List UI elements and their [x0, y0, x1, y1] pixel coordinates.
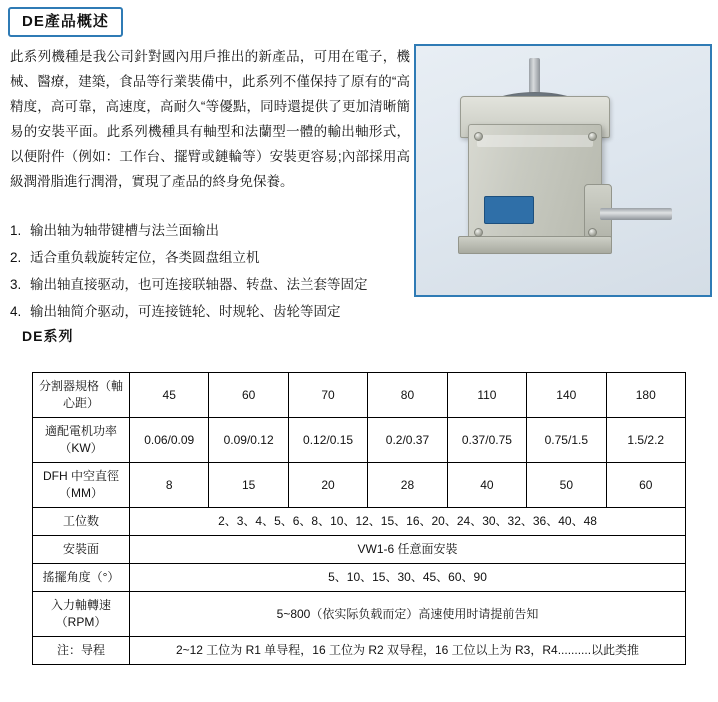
row-header: 分割器規格（軸心距）	[33, 373, 130, 418]
table-cell: 80	[368, 373, 447, 418]
row-header: 注：导程	[33, 637, 130, 665]
table-cell: 20	[288, 463, 367, 508]
list-item-number: 4.	[10, 304, 22, 319]
list-item-label: 输出轴直接驱动，也可连接联轴器、转盘、法兰套等固定	[30, 277, 368, 292]
row-header: 工位数	[33, 508, 130, 536]
list-item-label: 输出轴为轴带键槽与法兰面输出	[30, 223, 219, 238]
product-photo-illustration	[416, 46, 710, 295]
table-row	[33, 637, 686, 665]
row-header: 適配電机功率（KW）	[33, 418, 130, 463]
table-cell: 0.12/0.15	[288, 418, 367, 463]
table-cell: 2、3、4、5、6、8、10、12、15、16、20、24、30、32、36、40、48	[130, 508, 686, 536]
bolt-icon	[474, 132, 483, 141]
table-cell: 1.5/2.2	[606, 418, 685, 463]
horizontal-output-shaft	[600, 208, 672, 220]
table-cell: 2~12 工位为 R1 单导程，16 工位为 R2 双导程，16 工位以上为 R3，R4..........以此类推	[130, 637, 686, 665]
mounting-base	[458, 236, 612, 254]
page-title: DE產品概述	[8, 7, 123, 37]
table-cell: 0.09/0.12	[209, 418, 288, 463]
table-row	[33, 536, 686, 564]
product-photo	[414, 44, 712, 297]
table-cell: 5~800（依实际负载而定）高速使用时请提前告知	[130, 592, 686, 637]
row-header: 搖擺角度（°）	[33, 564, 130, 592]
spec-table	[32, 372, 686, 665]
list-item-number: 3.	[10, 277, 22, 292]
bolt-icon	[474, 228, 483, 237]
bolt-icon	[588, 132, 597, 141]
table-cell: 8	[130, 463, 209, 508]
table-cell: 60	[606, 463, 685, 508]
list-item	[10, 299, 440, 324]
table-cell: VW1-6 任意面安裝	[130, 536, 686, 564]
table-row	[33, 373, 686, 418]
list-item-label: 输出轴简介驱动，可连接链轮、时规轮、齿轮等固定	[30, 304, 341, 319]
feature-list	[10, 218, 440, 326]
list-item	[10, 218, 440, 243]
list-item	[10, 245, 440, 270]
row-header: 安裝面	[33, 536, 130, 564]
table-row	[33, 592, 686, 637]
table-row	[33, 508, 686, 536]
indexer-housing	[468, 124, 602, 246]
table-cell: 50	[527, 463, 606, 508]
table-cell: 140	[527, 373, 606, 418]
table-cell: 0.37/0.75	[447, 418, 526, 463]
row-header: DFH 中空直徑（MM）	[33, 463, 130, 508]
nameplate-label	[484, 196, 534, 224]
table-cell: 15	[209, 463, 288, 508]
table-row	[33, 564, 686, 592]
spec-table-container	[32, 372, 686, 665]
table-cell: 0.75/1.5	[527, 418, 606, 463]
table-row	[33, 463, 686, 508]
series-heading: DE系列	[22, 328, 74, 344]
table-row	[33, 418, 686, 463]
list-item-label: 适合重负载旋转定位，各类圆盘组立机	[30, 250, 260, 265]
table-cell: 40	[447, 463, 526, 508]
table-cell: 70	[288, 373, 367, 418]
list-item	[10, 272, 440, 297]
table-cell: 45	[130, 373, 209, 418]
table-cell: 0.2/0.37	[368, 418, 447, 463]
table-cell: 110	[447, 373, 526, 418]
list-item-number: 1.	[10, 223, 22, 238]
bolt-icon	[588, 228, 597, 237]
table-cell: 60	[209, 373, 288, 418]
table-cell: 180	[606, 373, 685, 418]
table-cell: 28	[368, 463, 447, 508]
table-cell: 5、10、15、30、45、60、90	[130, 564, 686, 592]
list-item-number: 2.	[10, 250, 22, 265]
table-cell: 0.06/0.09	[130, 418, 209, 463]
intro-paragraph: 此系列機種是我公司針對國內用戶推出的新產品，可用在電子，機械、醫療，建築，食品等行業裝備中，此系列不僅保持了原有的“高精度，高可靠，高速度，高耐久“等優點，同時還提供了更加清晰簡易的安裝平面。此系列機種具有軸型和法蘭型一體的輸出軸形式，以便附件（例如：工作台、擺臂或鏈輪等）安裝更容易;內部採用高級潤滑脂進行潤滑，實現了產品的終身免保養。	[10, 49, 410, 189]
row-header: 入力軸轉速（RPM）	[33, 592, 130, 637]
